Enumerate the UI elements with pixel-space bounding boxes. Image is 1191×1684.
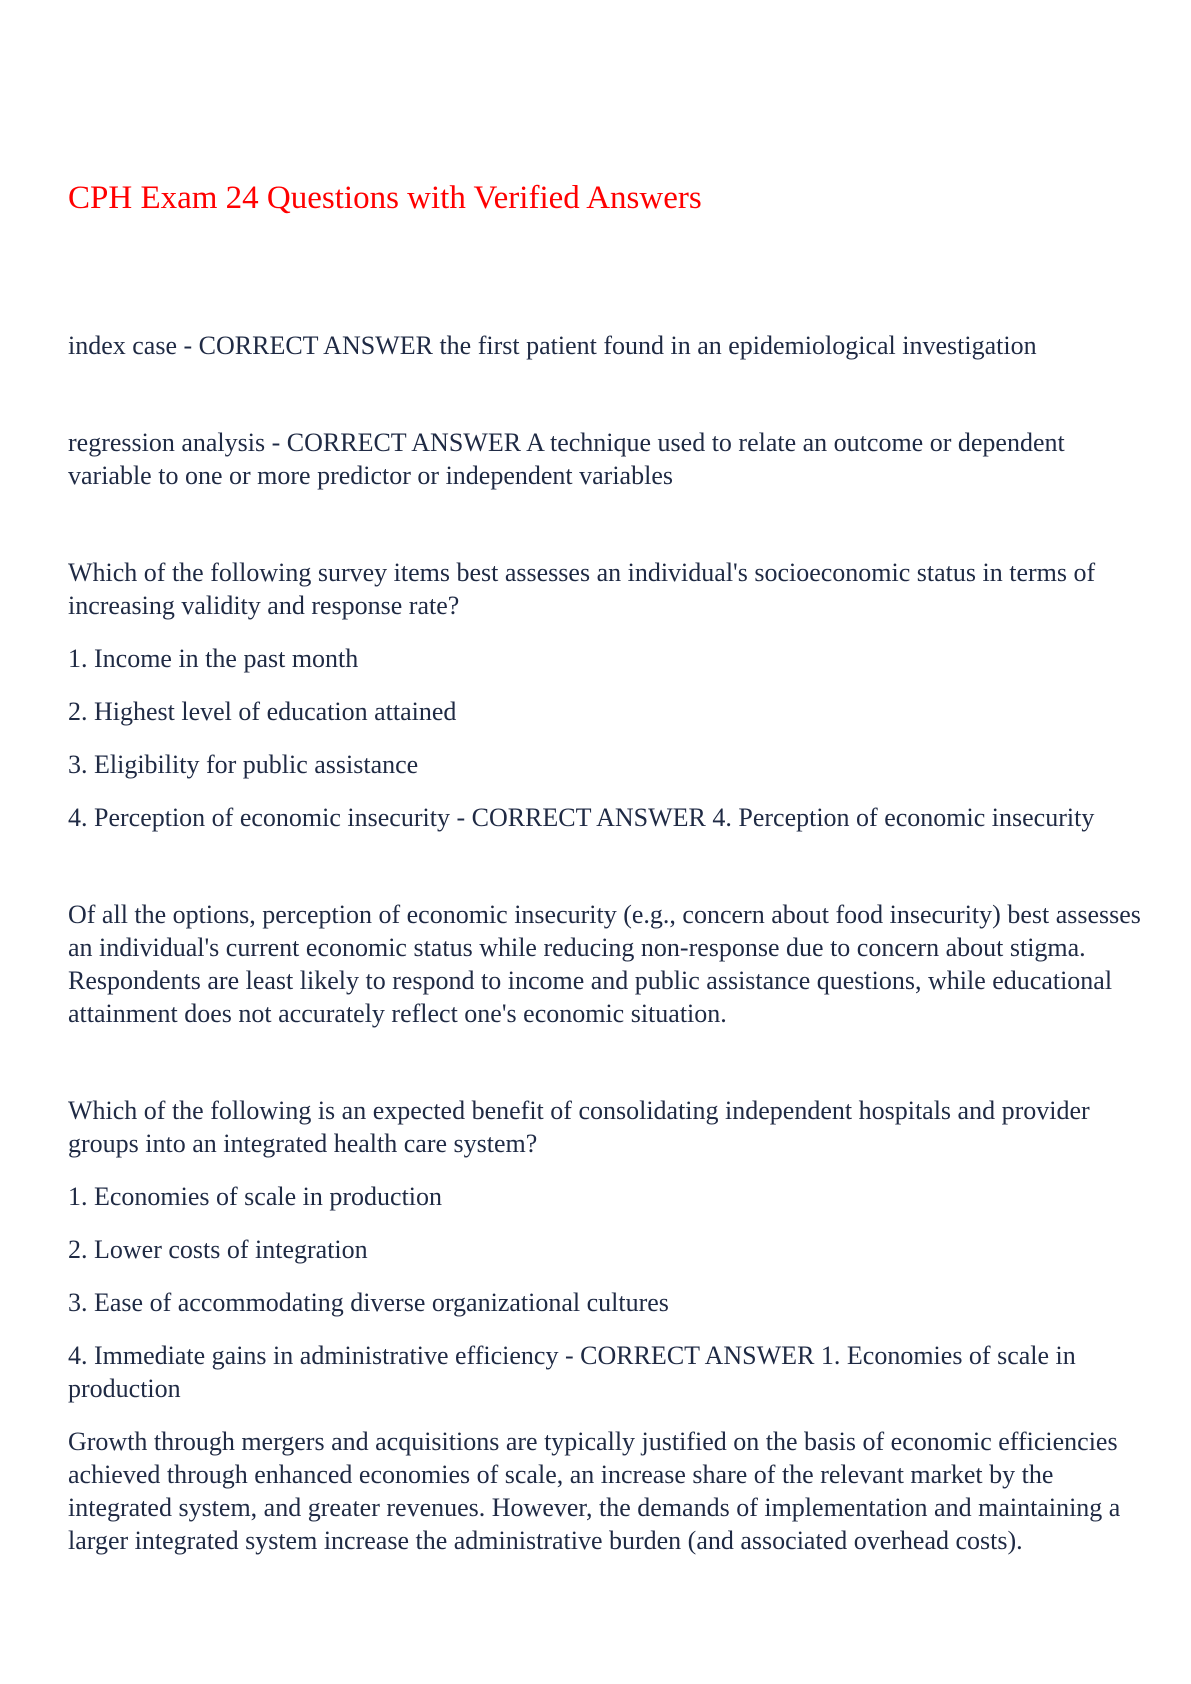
question-3-option-4-answer: 4. Perception of economic insecurity - CORRECT ANSWER 4. Perception of economic insecurity (68, 803, 1095, 832)
document-body (68, 329, 1143, 1557)
question-4-explanation: Growth through mergers and acquisitions are typically justified on the basis of economic efficiencies achieved through enhanced economies of scale, an increase share of the relevant market by the integrated system, and greater revenues. However, the demands of implementation and maintaining a larger integrated system increase the administrative burden (and associated overhead costs). (68, 1427, 1121, 1555)
question-4-option-1: 1. Economies of scale in production (68, 1182, 443, 1211)
question-4-option-3: 3. Ease of accommodating diverse organizational cultures (68, 1288, 669, 1317)
question-4-option-2: 2. Lower costs of integration (68, 1235, 368, 1264)
question-3-text: Which of the following survey items best assesses an individual's socioeconomic status in terms of increasing validity and response rate? (68, 558, 1096, 620)
question-4-text: Which of the following is an expected benefit of consolidating independent hospitals and provider groups into an integrated health care system? (68, 1096, 1090, 1158)
question-3-option-3: 3. Eligibility for public assistance (68, 750, 419, 779)
entry-regression-analysis: regression analysis - CORRECT ANSWER A technique used to relate an outcome or dependent variable to one or more predictor or independent variables (68, 428, 1065, 490)
question-3-explanation: Of all the options, perception of economic insecurity (e.g., concern about food insecurity) best assesses an individual's current economic status while reducing non-response due to concern about stigma. Respondents are least likely to respond to income and public assistance questions, while educational attainment does not accurately reflect one's economic situation. (68, 900, 1141, 1028)
question-4-option-4-answer: 4. Immediate gains in administrative efficiency - CORRECT ANSWER 1. Economies of scale in production (68, 1341, 1076, 1403)
question-3-option-1: 1. Income in the past month (68, 644, 359, 673)
entry-index-case: index case - CORRECT ANSWER the first patient found in an epidemiological investigation (68, 331, 1037, 360)
question-3-option-2: 2. Highest level of education attained (68, 697, 457, 726)
document-title: CPH Exam 24 Questions with Verified Answers (68, 180, 702, 216)
